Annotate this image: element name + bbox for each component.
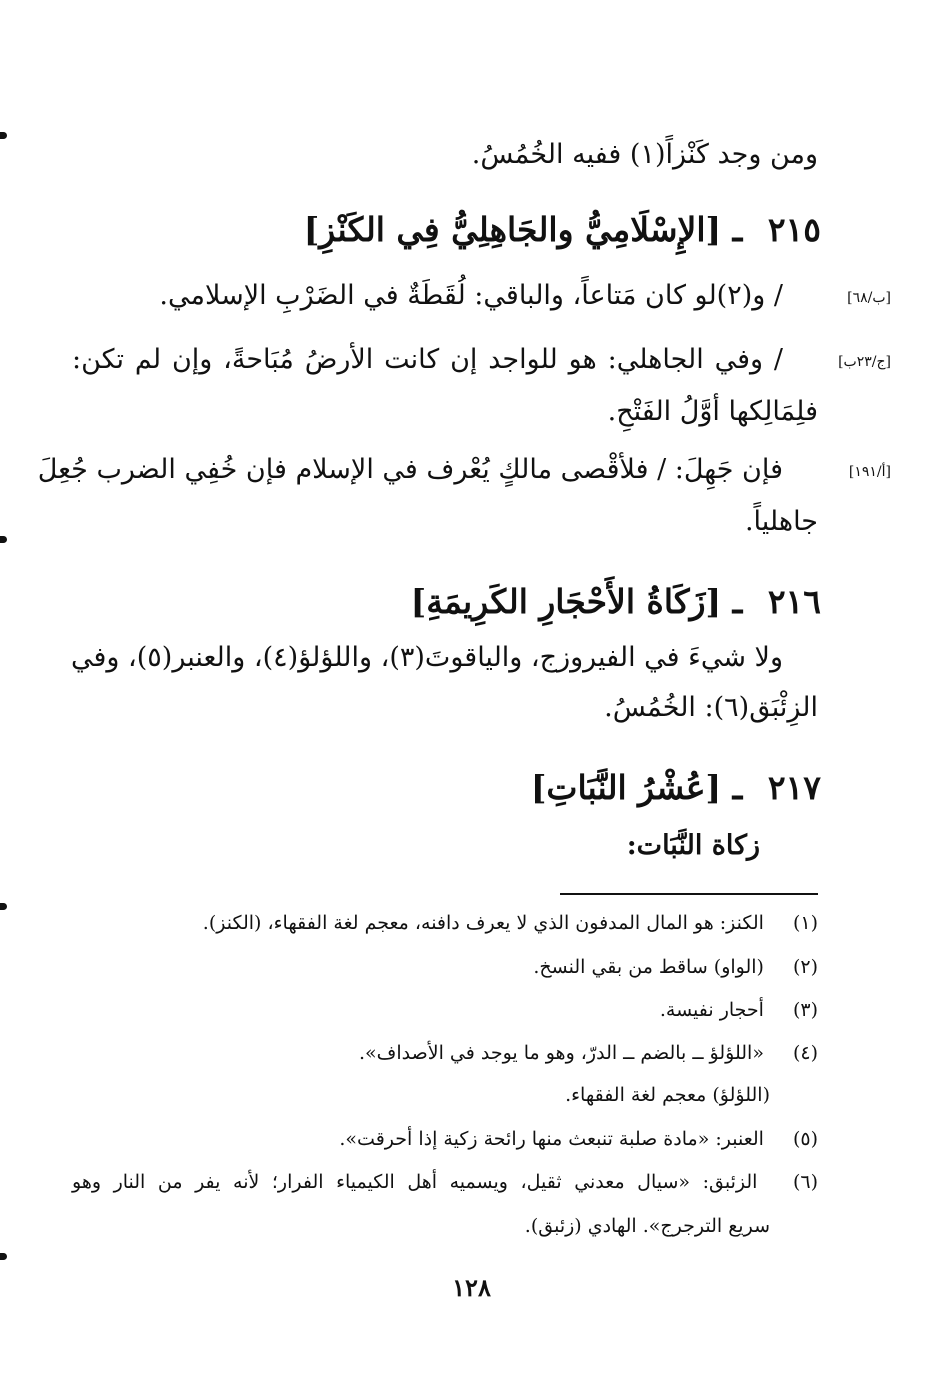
footnote-text: العنبر: «مادة صلبة تنبعث منها رائحة زكية إذا أحرقت».: [339, 1128, 764, 1150]
footnote: [72, 995, 818, 1025]
scan-edge-mark: [0, 132, 7, 139]
body-line: / وفي الجاهلي: هو للواجد إن كانت الأرضُ مُبَاحةً، وإن لم تكن:: [72, 344, 783, 375]
section-dash: ـ: [732, 210, 743, 249]
footnote-separator: [560, 893, 818, 895]
manuscript-marker: [ج/٢٣ب]: [838, 354, 891, 370]
footnote-continuation: (اللؤلؤ) معجم لغة الفقهاء.: [565, 1084, 770, 1106]
section-heading-215: [120, 206, 821, 254]
section-number: ٢١٦: [767, 582, 821, 621]
body-line: فإن جَهِلَ: / فلأقْصى مالكٍ يُعْرف في الإسلام فإن خُفِي الضرب جُعِلَ: [37, 454, 783, 485]
section-heading-217: [120, 764, 821, 812]
footnote-number: (٢): [792, 956, 818, 978]
footnote: [72, 1167, 818, 1197]
body-line: / و(٢)لو كان مَتاعاً، والباقي: لُقَطَةٌ في الضَرْبِ الإسلامي.: [159, 280, 783, 311]
section-title: [عُشْرُ النَّبَاتِ]: [530, 768, 722, 807]
body-line: ولا شيءَ في الفيروزج، والياقوتَ(٣)، واللؤلؤ(٤)، والعنبر(٥)، وفي: [71, 642, 783, 673]
section-number: ٢١٧: [767, 768, 821, 807]
section-dash: ـ: [732, 582, 743, 621]
footnote-text: «اللؤلؤ ــ بالضم ــ الدرّ، وهو ما يوجد في الأصداف».: [359, 1042, 764, 1064]
footnote-number: (١): [792, 912, 818, 934]
section-number: ٢١٥: [767, 210, 821, 249]
footnote: [72, 1124, 818, 1154]
scan-edge-mark: [0, 1253, 7, 1260]
footnote-number: (٦): [792, 1171, 818, 1193]
page-number: ١٢٨: [452, 1273, 491, 1302]
section-dash: ـ: [732, 768, 743, 807]
body-line: زكاة النَّبَات:: [626, 830, 760, 861]
body-line: الزِئْبَق(٦): الخُمُسُ.: [604, 692, 818, 723]
footnote-text: (الواو) ساقط من بقي النسخ.: [533, 956, 764, 978]
scan-edge-mark: [0, 536, 7, 543]
footnote-text: الزئبق: «سيال معدني ثقيل، ويسميه أهل الكيمياء الفرار؛ لأنه يفر من النار وهو: [72, 1171, 758, 1193]
manuscript-marker: [أ/١٩١]: [848, 464, 891, 480]
footnote-number: (٥): [792, 1128, 818, 1150]
footnote-text: الكنز: هو المال المدفون الذي لا يعرف دافنه، معجم لغة الفقهاء، (الكنز).: [202, 912, 764, 934]
section-heading-216: [120, 578, 821, 626]
footnote: [72, 908, 818, 938]
footnote: [72, 1038, 818, 1068]
body-line: جاهلياً.: [744, 506, 818, 537]
footnote-continuation: سريع الترجرج». الهادي (زئبق).: [524, 1215, 770, 1237]
scan-edge-mark: [0, 903, 7, 910]
section-title: [الإِسْلَامِيُّ والجَاهِلِيُّ فِي الكَنْزِ]: [303, 210, 722, 249]
footnote: [72, 952, 818, 982]
body-line: فلِمَالِكها أوَّلُ الفَتْحِ.: [607, 396, 818, 427]
footnote-text: أحجار نفيسة.: [659, 999, 764, 1021]
manuscript-marker: [ب/٦٨]: [847, 290, 891, 306]
footnote-number: (٤): [792, 1042, 818, 1064]
intro-line: ومن وجد كَنْزاً(١) ففيه الخُمُسُ.: [471, 139, 818, 170]
section-title: [زَكَاةُ الأَحْجَارِ الكَرِيمَةِ]: [410, 582, 722, 621]
footnote-number: (٣): [792, 999, 818, 1021]
